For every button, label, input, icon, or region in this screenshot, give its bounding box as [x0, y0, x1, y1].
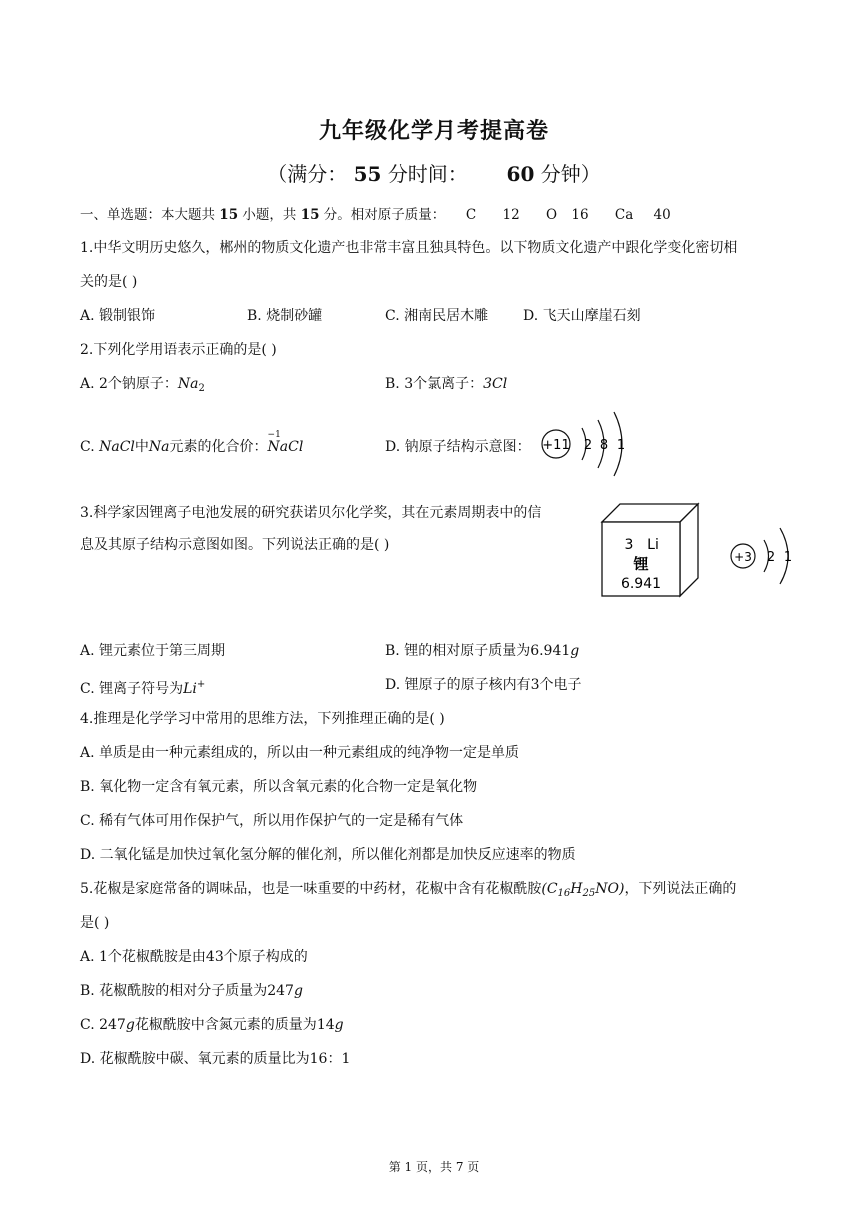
lithium-shell-1: 2 [766, 550, 776, 565]
q3-b-value: 6.941 [530, 643, 571, 659]
q1-option-a: A. 锻制银饰 [80, 308, 156, 324]
q2-b-text: B. 3个氯离子： [385, 376, 484, 392]
q5-stem-line2: 是( ) [80, 915, 110, 931]
subtitle-open: （满分： [267, 162, 348, 186]
q2-d-text: D. 钠原子结构示意图： [385, 439, 531, 455]
q2-c-formula1: NaCl [99, 439, 135, 455]
q5-b-text: B. 花椒酰胺的相对分子质量为 [80, 983, 268, 999]
q3-c-text: C. 锂离子符号为 [80, 681, 184, 697]
subtitle-close: 分钟） [540, 162, 601, 186]
q5-c-value: C. 247 [80, 1017, 126, 1033]
atom-o-mass: 16 [571, 207, 589, 223]
q5-option-b [80, 981, 303, 1001]
page-title: 九年级化学月考提高卷 [318, 118, 549, 144]
lithium-symbol: Li [647, 537, 659, 553]
q3-c-ion: Li [183, 681, 197, 697]
atom-ca-mass: 40 [653, 207, 671, 223]
q2-c-text2: 中 [134, 439, 149, 455]
q2-a-formula: Na [177, 376, 199, 392]
lithium-mass: 6.941 [620, 576, 662, 592]
q5-stem-text: 5.花椒是家庭常备的调味品，也是一味重要的中药材，花椒中含有花椒酰胺 [80, 881, 542, 897]
q3-option-d: D. 锂原子的原子核内有3个电子 [385, 677, 582, 693]
q3-stem-line1: 3.科学家因锂离子电池发展的研究获诺贝尔化学奖，其在元素周期表中的信 [80, 505, 542, 521]
q4-option-b: B. 氧化物一定含有氧元素，所以含氧元素的化合物一定是氧化物 [80, 779, 478, 795]
q2-a-subscript: 2 [198, 383, 205, 394]
q5-b-unit: g [293, 983, 303, 999]
q2-option-b [385, 374, 507, 394]
q3-b-unit: g [570, 643, 580, 659]
q2-c-text3: 元素的化合价： [169, 439, 268, 455]
atom-c-mass: 12 [502, 207, 520, 223]
lithium-element-cell [598, 500, 702, 600]
q3-c-charge: + [196, 679, 206, 690]
q5-option-c [80, 1015, 344, 1035]
q4-option-a: A. 单质是由一种元素组成的，所以由一种元素组成的纯净物一定是单质 [80, 745, 520, 761]
total-points: 15 [300, 207, 320, 223]
lithium-nucleus-label: +3 [734, 550, 752, 564]
q3-stem-line2: 息及其原子结构示意图如图。下列说法正确的是( ) [80, 537, 390, 553]
q3-option-a: A. 锂元素位于第三周期 [80, 643, 226, 659]
lithium-atom-diagram-icon [726, 516, 806, 596]
section-heading [80, 205, 671, 225]
q5-option-a: A. 1个花椒酰胺是由43个原子构成的 [80, 949, 308, 965]
section-text-2: 小题，共 [242, 207, 297, 223]
q3-b-text: B. 锂的相对原子质量为 [385, 643, 531, 659]
sodium-shell-3: 1 [616, 438, 626, 453]
sodium-shell-2: 8 [599, 438, 609, 453]
q2-stem: 2.下列化学用语表示正确的是( ) [80, 342, 277, 358]
q2-option-d [385, 437, 531, 457]
question-count: 15 [219, 207, 239, 223]
section-text-3: 分。相对原子质量： [323, 207, 446, 223]
q5-c-text: 花椒酰胺中含氮元素的质量为 [134, 1017, 317, 1033]
q1-stem-line2: 关的是( ) [80, 274, 138, 290]
q4-option-c: C. 稀有气体可用作保护气，所以用作保护气的一定是稀有气体 [80, 813, 464, 829]
q1-stem-line1: 1.中华文明历史悠久，郴州的物质文化遗产也非常丰富且独具特色。以下物质文化遗产中跟化学变化密切相 [80, 240, 738, 256]
q4-stem: 4.推理是化学学习中常用的思维方法，下列推理正确的是( ) [80, 711, 445, 727]
lithium-shell-2: 1 [783, 550, 793, 565]
section-text-1: 一、单选题：本大题共 [80, 207, 215, 223]
exam-subtitle [0, 158, 868, 187]
page-footer: 第 1 页，共 7 页 [388, 1160, 480, 1174]
q2-c-formula3: NaCl [267, 439, 304, 455]
atom-ca: Ca [614, 207, 634, 223]
full-score: 55 [353, 162, 382, 186]
q2-option-c [80, 430, 304, 457]
q3-option-b [385, 641, 579, 661]
q5-c-unit2: g [334, 1017, 344, 1033]
q5-stem-tail: ，下列说法正确的 [624, 881, 737, 897]
q5-stem-line1 [80, 879, 736, 904]
q5-b-value: 247 [267, 983, 294, 999]
q3-option-c [80, 675, 205, 699]
q1-option-b: B. 烧制砂罐 [247, 308, 323, 324]
subtitle-mid: 分时间： [387, 162, 468, 186]
sodium-atom-diagram-icon [538, 406, 638, 482]
q5-c-unit: g [125, 1017, 135, 1033]
q2-option-a [80, 374, 205, 399]
lithium-name: 锂 [633, 555, 649, 573]
q5-formula: $(C_{16}H_{25}NO)$ [541, 881, 625, 899]
sodium-nucleus-label: +11 [542, 438, 570, 453]
q2-b-formula: 3Cl [483, 376, 508, 392]
q4-option-d: D. 二氧化锰是加快过氧化氢分解的催化剂，所以催化剂都是加快反应速率的物质 [80, 847, 576, 863]
q2-c-valence-value: −1 [267, 430, 281, 440]
q1-option-c: C. 湘南民居木雕 [385, 308, 489, 324]
sodium-shell-1: 2 [583, 438, 593, 453]
q2-a-text: A. 2个钠原子： [80, 376, 178, 392]
q2-c-valence [267, 430, 304, 457]
q2-c-formula2: Na [148, 439, 170, 455]
exam-time: 60 [506, 162, 535, 186]
q5-c-value2: 14 [316, 1017, 335, 1033]
q2-c-text1: C. [80, 439, 100, 455]
q1-option-d: D. 飞天山摩崖石刻 [523, 308, 641, 324]
q5-option-d: D. 花椒酰胺中碳、氧元素的质量比为16：1 [80, 1051, 351, 1067]
atom-o: O [546, 207, 558, 223]
lithium-atomic-number: 3 [624, 537, 634, 553]
atom-c: C [465, 207, 477, 223]
